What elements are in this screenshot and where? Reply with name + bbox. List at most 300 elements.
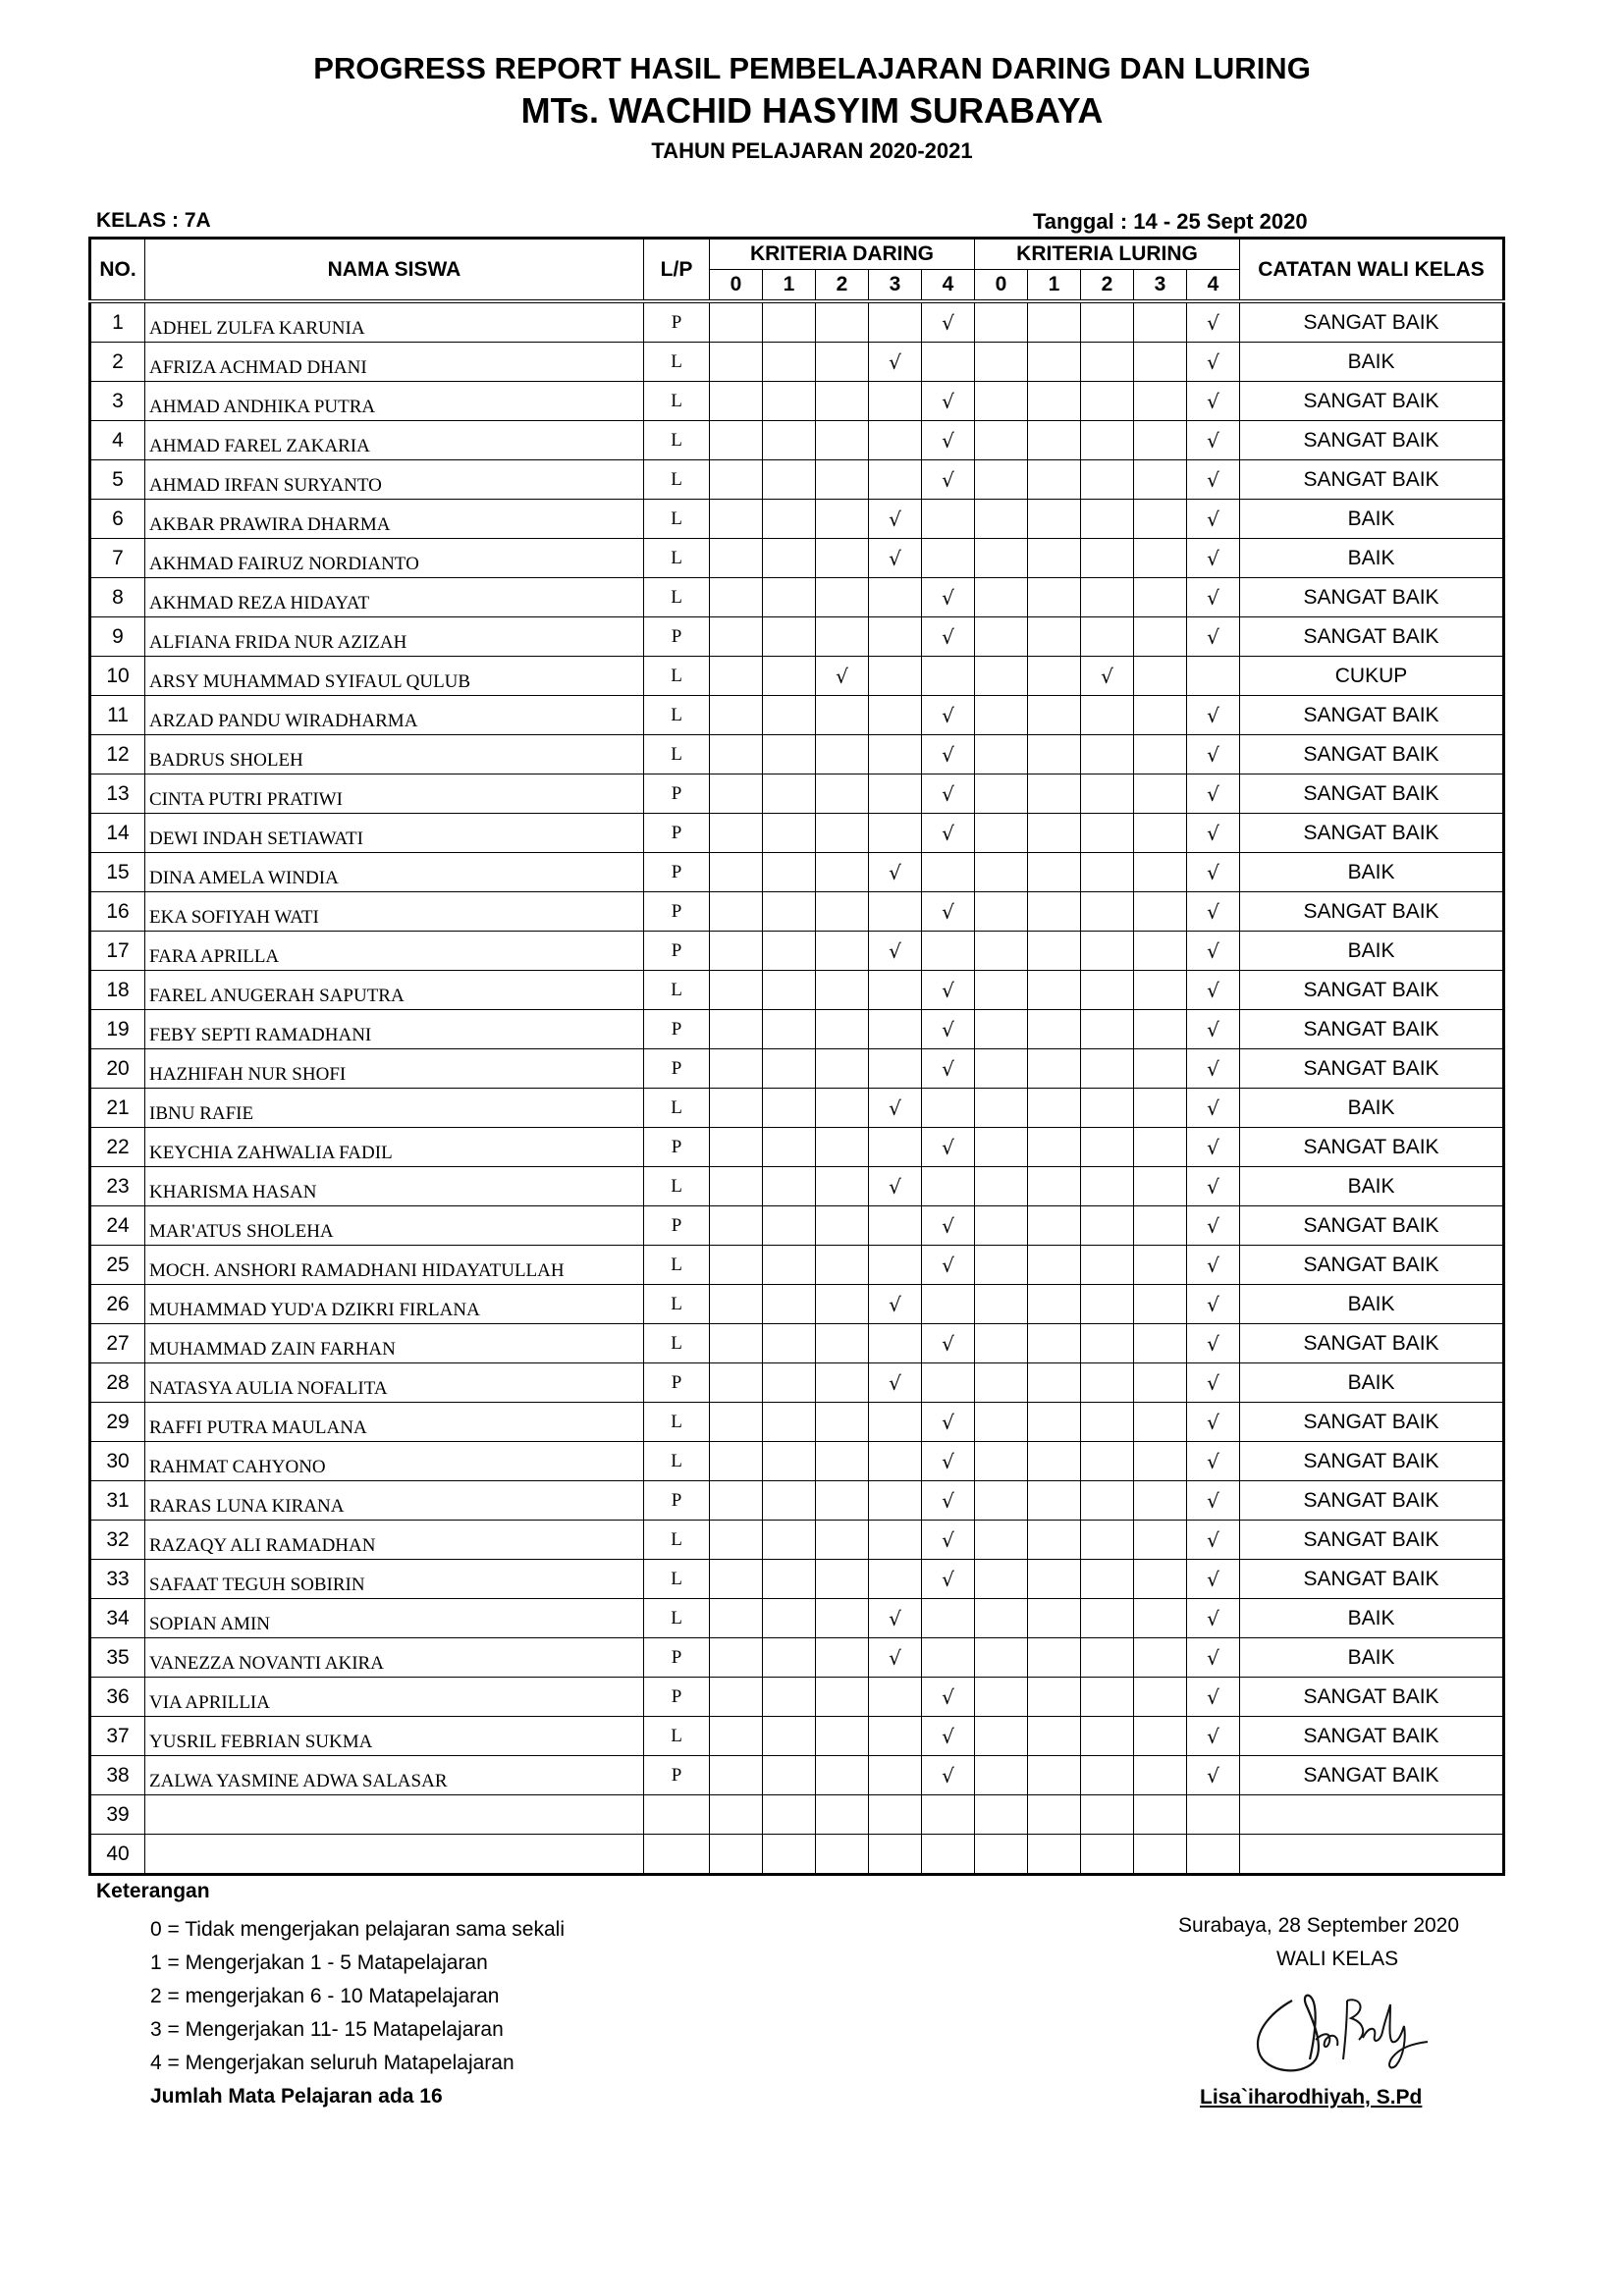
signature-scribble	[1245, 1983, 1441, 2091]
daring-score-2-cell	[816, 500, 869, 539]
luring-score-4-cell: √	[1187, 1403, 1240, 1442]
luring-score-3-cell	[1134, 1835, 1187, 1875]
daring-score-3-cell	[869, 460, 922, 500]
luring-score-3-cell	[1134, 539, 1187, 578]
luring-score-3-cell	[1134, 301, 1187, 343]
table-row	[90, 500, 1504, 539]
luring-score-1-cell	[1028, 1599, 1081, 1638]
luring-score-2-cell	[1081, 1363, 1134, 1403]
luring-score-1-cell	[1028, 892, 1081, 932]
student-gender	[644, 1795, 710, 1835]
daring-score-2-cell	[816, 460, 869, 500]
student-gender: P	[644, 1363, 710, 1403]
daring-score-0-cell	[710, 1442, 763, 1481]
daring-score-1-cell	[763, 1717, 816, 1756]
luring-score-0-cell	[975, 1717, 1028, 1756]
daring-score-2-cell	[816, 696, 869, 735]
luring-score-3-cell	[1134, 1756, 1187, 1795]
student-name: EKA SOFIYAH WATI	[145, 892, 644, 932]
luring-score-4-cell: √	[1187, 1128, 1240, 1167]
luring-score-3-cell	[1134, 578, 1187, 617]
daring-score-1-cell	[763, 343, 816, 382]
teacher-note: SANGAT BAIK	[1240, 421, 1504, 460]
daring-score-1-cell	[763, 1049, 816, 1089]
luring-score-4-cell: √	[1187, 1717, 1240, 1756]
luring-score-0-cell	[975, 1206, 1028, 1246]
daring-score-3-cell	[869, 1756, 922, 1795]
teacher-note	[1240, 1795, 1504, 1835]
student-name: AFRIZA ACHMAD DHANI	[145, 343, 644, 382]
luring-score-1-cell	[1028, 382, 1081, 421]
row-number: 16	[90, 892, 145, 932]
teacher-note: BAIK	[1240, 1638, 1504, 1678]
luring-score-0-cell	[975, 814, 1028, 853]
daring-score-2-cell	[816, 1128, 869, 1167]
luring-score-4-cell: √	[1187, 774, 1240, 814]
table-row	[90, 932, 1504, 971]
table-row	[90, 1756, 1504, 1795]
luring-score-3-cell	[1134, 617, 1187, 657]
student-gender: P	[644, 1756, 710, 1795]
luring-score-3-cell	[1134, 1167, 1187, 1206]
daring-score-0-cell	[710, 460, 763, 500]
luring-score-1-cell	[1028, 814, 1081, 853]
daring-score-1-cell	[763, 853, 816, 892]
table-row	[90, 382, 1504, 421]
table-row	[90, 1599, 1504, 1638]
student-name: VANEZZA NOVANTI AKIRA	[145, 1638, 644, 1678]
luring-score-2-cell	[1081, 617, 1134, 657]
luring-score-2-cell	[1081, 500, 1134, 539]
row-number: 1	[90, 301, 145, 343]
luring-score-3-cell	[1134, 1521, 1187, 1560]
luring-score-2-cell	[1081, 932, 1134, 971]
daring-score-1-cell	[763, 421, 816, 460]
daring-score-3-cell	[869, 1128, 922, 1167]
row-number: 26	[90, 1285, 145, 1324]
daring-score-4-cell	[922, 1285, 975, 1324]
daring-score-1-cell	[763, 617, 816, 657]
luring-score-3-cell	[1134, 1049, 1187, 1089]
daring-score-4-cell	[922, 1167, 975, 1206]
daring-score-2-cell	[816, 1560, 869, 1599]
daring-score-4-cell: √	[922, 1481, 975, 1521]
luring-score-4-cell: √	[1187, 814, 1240, 853]
teacher-note: SANGAT BAIK	[1240, 892, 1504, 932]
daring-score-4-cell: √	[922, 460, 975, 500]
teacher-note: SANGAT BAIK	[1240, 578, 1504, 617]
daring-score-4-cell	[922, 343, 975, 382]
table-row	[90, 617, 1504, 657]
row-number: 17	[90, 932, 145, 971]
score-header-luring-0: 0	[975, 270, 1028, 302]
table-row	[90, 1442, 1504, 1481]
luring-score-2-cell	[1081, 971, 1134, 1010]
daring-score-0-cell	[710, 774, 763, 814]
student-gender	[644, 1835, 710, 1875]
table-row	[90, 892, 1504, 932]
luring-score-1-cell	[1028, 421, 1081, 460]
table-row	[90, 1010, 1504, 1049]
student-gender: L	[644, 1442, 710, 1481]
daring-score-0-cell	[710, 892, 763, 932]
row-number: 38	[90, 1756, 145, 1795]
teacher-note: BAIK	[1240, 853, 1504, 892]
luring-score-3-cell	[1134, 1442, 1187, 1481]
student-gender: L	[644, 735, 710, 774]
score-header-luring-2: 2	[1081, 270, 1134, 302]
daring-score-3-cell: √	[869, 343, 922, 382]
daring-score-4-cell	[922, 1795, 975, 1835]
daring-score-4-cell: √	[922, 617, 975, 657]
luring-score-1-cell	[1028, 1128, 1081, 1167]
row-number: 18	[90, 971, 145, 1010]
row-number: 31	[90, 1481, 145, 1521]
luring-score-0-cell	[975, 1167, 1028, 1206]
student-name: HAZHIFAH NUR SHOFI	[145, 1049, 644, 1089]
daring-score-3-cell: √	[869, 1363, 922, 1403]
header-luring: KRITERIA LURING	[975, 239, 1240, 270]
daring-score-1-cell	[763, 1128, 816, 1167]
luring-score-1-cell	[1028, 1835, 1081, 1875]
luring-score-0-cell	[975, 1442, 1028, 1481]
table-row	[90, 1481, 1504, 1521]
student-gender: L	[644, 460, 710, 500]
teacher-note: BAIK	[1240, 1285, 1504, 1324]
daring-score-3-cell	[869, 1835, 922, 1875]
luring-score-2-cell	[1081, 892, 1134, 932]
student-name: MOCH. ANSHORI RAMADHANI HIDAYATULLAH	[145, 1246, 644, 1285]
table-row	[90, 1638, 1504, 1678]
daring-score-0-cell	[710, 696, 763, 735]
luring-score-3-cell	[1134, 696, 1187, 735]
school-name: MTs. WACHID HASYIM SURABAYA	[520, 90, 1104, 131]
luring-score-2-cell	[1081, 774, 1134, 814]
daring-score-2-cell	[816, 1324, 869, 1363]
daring-score-2-cell	[816, 735, 869, 774]
daring-score-1-cell	[763, 460, 816, 500]
luring-score-2-cell	[1081, 460, 1134, 500]
legend	[96, 1880, 565, 2113]
student-gender: P	[644, 814, 710, 853]
daring-score-3-cell: √	[869, 539, 922, 578]
luring-score-0-cell	[975, 1128, 1028, 1167]
row-number: 5	[90, 460, 145, 500]
header-note: CATATAN WALI KELAS	[1240, 239, 1504, 302]
luring-score-2-cell	[1081, 1481, 1134, 1521]
luring-score-0-cell	[975, 1403, 1028, 1442]
student-gender: P	[644, 1128, 710, 1167]
date-range: Tanggal : 14 - 25 Sept 2020	[1033, 209, 1308, 234]
student-gender: P	[644, 1206, 710, 1246]
daring-score-4-cell: √	[922, 696, 975, 735]
luring-score-3-cell	[1134, 1678, 1187, 1717]
student-gender: L	[644, 343, 710, 382]
row-number: 13	[90, 774, 145, 814]
daring-score-4-cell: √	[922, 814, 975, 853]
table-row	[90, 301, 1504, 343]
student-gender: L	[644, 1246, 710, 1285]
student-name: AKHMAD REZA HIDAYAT	[145, 578, 644, 617]
daring-score-4-cell: √	[922, 1049, 975, 1089]
luring-score-4-cell: √	[1187, 421, 1240, 460]
daring-score-3-cell: √	[869, 1089, 922, 1128]
daring-score-1-cell	[763, 539, 816, 578]
daring-score-2-cell	[816, 1403, 869, 1442]
luring-score-1-cell	[1028, 539, 1081, 578]
luring-score-3-cell	[1134, 735, 1187, 774]
row-number: 29	[90, 1403, 145, 1442]
luring-score-2-cell	[1081, 1089, 1134, 1128]
teacher-note: SANGAT BAIK	[1240, 735, 1504, 774]
luring-score-3-cell	[1134, 1285, 1187, 1324]
luring-score-3-cell	[1134, 1560, 1187, 1599]
table-row	[90, 1678, 1504, 1717]
daring-score-1-cell	[763, 1599, 816, 1638]
row-number: 14	[90, 814, 145, 853]
row-number: 15	[90, 853, 145, 892]
teacher-note: BAIK	[1240, 343, 1504, 382]
daring-score-0-cell	[710, 1089, 763, 1128]
daring-score-1-cell	[763, 735, 816, 774]
luring-score-4-cell: √	[1187, 382, 1240, 421]
student-name: DEWI INDAH SETIAWATI	[145, 814, 644, 853]
teacher-note: BAIK	[1240, 1167, 1504, 1206]
teacher-note	[1240, 1835, 1504, 1875]
student-name: AHMAD FAREL ZAKARIA	[145, 421, 644, 460]
table-row	[90, 1167, 1504, 1206]
luring-score-4-cell: √	[1187, 1521, 1240, 1560]
teacher-note: SANGAT BAIK	[1240, 1403, 1504, 1442]
student-gender: L	[644, 1089, 710, 1128]
daring-score-1-cell	[763, 1246, 816, 1285]
score-header-daring-0: 0	[710, 270, 763, 302]
daring-score-3-cell	[869, 1010, 922, 1049]
table-row	[90, 1835, 1504, 1875]
table-row	[90, 1285, 1504, 1324]
daring-score-4-cell: √	[922, 1442, 975, 1481]
luring-score-2-cell	[1081, 1795, 1134, 1835]
daring-score-0-cell	[710, 1363, 763, 1403]
row-number: 7	[90, 539, 145, 578]
daring-score-2-cell	[816, 617, 869, 657]
daring-score-1-cell	[763, 1324, 816, 1363]
daring-score-4-cell: √	[922, 774, 975, 814]
daring-score-3-cell	[869, 1206, 922, 1246]
daring-score-4-cell: √	[922, 1560, 975, 1599]
daring-score-1-cell	[763, 1560, 816, 1599]
luring-score-4-cell: √	[1187, 1638, 1240, 1678]
luring-score-0-cell	[975, 1285, 1028, 1324]
student-gender: P	[644, 1010, 710, 1049]
daring-score-0-cell	[710, 1638, 763, 1678]
student-name: ZALWA YASMINE ADWA SALASAR	[145, 1756, 644, 1795]
luring-score-4-cell: √	[1187, 301, 1240, 343]
daring-score-0-cell	[710, 1246, 763, 1285]
student-gender: L	[644, 421, 710, 460]
daring-score-2-cell	[816, 1521, 869, 1560]
luring-score-1-cell	[1028, 1678, 1081, 1717]
header-name: NAMA SISWA	[145, 239, 644, 302]
table-row	[90, 1560, 1504, 1599]
student-name: AKHMAD FAIRUZ NORDIANTO	[145, 539, 644, 578]
row-number: 40	[90, 1835, 145, 1875]
luring-score-4-cell: √	[1187, 1089, 1240, 1128]
student-gender: L	[644, 500, 710, 539]
luring-score-2-cell	[1081, 1521, 1134, 1560]
luring-score-0-cell	[975, 301, 1028, 343]
luring-score-0-cell	[975, 343, 1028, 382]
daring-score-0-cell	[710, 814, 763, 853]
daring-score-0-cell	[710, 617, 763, 657]
daring-score-0-cell	[710, 1521, 763, 1560]
table-row	[90, 1324, 1504, 1363]
daring-score-3-cell	[869, 1560, 922, 1599]
daring-score-2-cell	[816, 932, 869, 971]
student-gender: P	[644, 1481, 710, 1521]
luring-score-4-cell: √	[1187, 892, 1240, 932]
luring-score-3-cell	[1134, 382, 1187, 421]
daring-score-3-cell	[869, 1521, 922, 1560]
student-gender: L	[644, 1560, 710, 1599]
luring-score-2-cell	[1081, 1599, 1134, 1638]
student-gender: L	[644, 1167, 710, 1206]
daring-score-0-cell	[710, 301, 763, 343]
daring-score-2-cell	[816, 892, 869, 932]
teacher-note: SANGAT BAIK	[1240, 617, 1504, 657]
luring-score-1-cell	[1028, 617, 1081, 657]
luring-score-4-cell: √	[1187, 1324, 1240, 1363]
daring-score-1-cell	[763, 1835, 816, 1875]
daring-score-1-cell	[763, 1756, 816, 1795]
student-gender: P	[644, 892, 710, 932]
luring-score-1-cell	[1028, 460, 1081, 500]
luring-score-1-cell	[1028, 301, 1081, 343]
luring-score-2-cell	[1081, 1324, 1134, 1363]
daring-score-3-cell	[869, 1246, 922, 1285]
luring-score-2-cell	[1081, 1835, 1134, 1875]
daring-score-4-cell: √	[922, 1756, 975, 1795]
row-number: 32	[90, 1521, 145, 1560]
daring-score-1-cell	[763, 1010, 816, 1049]
header-no: NO.	[90, 239, 145, 302]
luring-score-2-cell	[1081, 1403, 1134, 1442]
luring-score-0-cell	[975, 892, 1028, 932]
daring-score-2-cell	[816, 1638, 869, 1678]
score-header-daring-4: 4	[922, 270, 975, 302]
luring-score-1-cell	[1028, 1167, 1081, 1206]
luring-score-0-cell	[975, 1638, 1028, 1678]
student-name	[145, 1795, 644, 1835]
luring-score-0-cell	[975, 932, 1028, 971]
table-row	[90, 735, 1504, 774]
teacher-note: SANGAT BAIK	[1240, 1442, 1504, 1481]
luring-score-4-cell: √	[1187, 1560, 1240, 1599]
daring-score-2-cell	[816, 1756, 869, 1795]
luring-score-3-cell	[1134, 932, 1187, 971]
luring-score-2-cell	[1081, 1049, 1134, 1089]
luring-score-4-cell: √	[1187, 1285, 1240, 1324]
luring-score-4-cell: √	[1187, 1246, 1240, 1285]
student-name: ADHEL ZULFA KARUNIA	[145, 301, 644, 343]
daring-score-4-cell: √	[922, 1521, 975, 1560]
daring-score-0-cell	[710, 1481, 763, 1521]
student-gender: L	[644, 1717, 710, 1756]
luring-score-3-cell	[1134, 892, 1187, 932]
luring-score-4-cell: √	[1187, 1167, 1240, 1206]
luring-score-3-cell	[1134, 657, 1187, 696]
daring-score-0-cell	[710, 657, 763, 696]
luring-score-0-cell	[975, 539, 1028, 578]
row-number: 2	[90, 343, 145, 382]
daring-score-0-cell	[710, 1167, 763, 1206]
daring-score-3-cell	[869, 421, 922, 460]
teacher-note: SANGAT BAIK	[1240, 696, 1504, 735]
score-header-luring-3: 3	[1134, 270, 1187, 302]
row-number: 19	[90, 1010, 145, 1049]
score-header-luring-4: 4	[1187, 270, 1240, 302]
teacher-note: SANGAT BAIK	[1240, 1717, 1504, 1756]
daring-score-1-cell	[763, 1481, 816, 1521]
daring-score-2-cell	[816, 1795, 869, 1835]
luring-score-0-cell	[975, 1599, 1028, 1638]
student-name: FAREL ANUGERAH SAPUTRA	[145, 971, 644, 1010]
daring-score-3-cell	[869, 735, 922, 774]
luring-score-0-cell	[975, 1010, 1028, 1049]
luring-score-3-cell	[1134, 1246, 1187, 1285]
luring-score-0-cell	[975, 735, 1028, 774]
student-name: BADRUS SHOLEH	[145, 735, 644, 774]
luring-score-3-cell	[1134, 1363, 1187, 1403]
row-number: 4	[90, 421, 145, 460]
daring-score-2-cell	[816, 1167, 869, 1206]
luring-score-2-cell	[1081, 1285, 1134, 1324]
table-row	[90, 814, 1504, 853]
daring-score-4-cell: √	[922, 735, 975, 774]
luring-score-2-cell	[1081, 696, 1134, 735]
teacher-note: BAIK	[1240, 539, 1504, 578]
daring-score-3-cell	[869, 301, 922, 343]
table-row	[90, 343, 1504, 382]
luring-score-4-cell: √	[1187, 617, 1240, 657]
luring-score-4-cell	[1187, 1795, 1240, 1835]
luring-score-0-cell	[975, 1678, 1028, 1717]
daring-score-3-cell	[869, 1678, 922, 1717]
teacher-note: SANGAT BAIK	[1240, 814, 1504, 853]
luring-score-3-cell	[1134, 1010, 1187, 1049]
luring-score-4-cell: √	[1187, 971, 1240, 1010]
legend-item: 1 = Mengerjakan 1 - 5 Matapelajaran	[150, 1951, 488, 1974]
luring-score-3-cell	[1134, 1206, 1187, 1246]
student-name: SOPIAN AMIN	[145, 1599, 644, 1638]
luring-score-1-cell	[1028, 1442, 1081, 1481]
luring-score-4-cell: √	[1187, 500, 1240, 539]
luring-score-1-cell	[1028, 1795, 1081, 1835]
daring-score-3-cell	[869, 1717, 922, 1756]
daring-score-3-cell	[869, 382, 922, 421]
teacher-note: SANGAT BAIK	[1240, 1128, 1504, 1167]
student-gender: L	[644, 539, 710, 578]
table-row	[90, 1049, 1504, 1089]
daring-score-1-cell	[763, 774, 816, 814]
student-gender: P	[644, 617, 710, 657]
daring-score-0-cell	[710, 1835, 763, 1875]
table-row	[90, 657, 1504, 696]
luring-score-4-cell: √	[1187, 1206, 1240, 1246]
daring-score-0-cell	[710, 1049, 763, 1089]
daring-score-1-cell	[763, 382, 816, 421]
table-row	[90, 971, 1504, 1010]
